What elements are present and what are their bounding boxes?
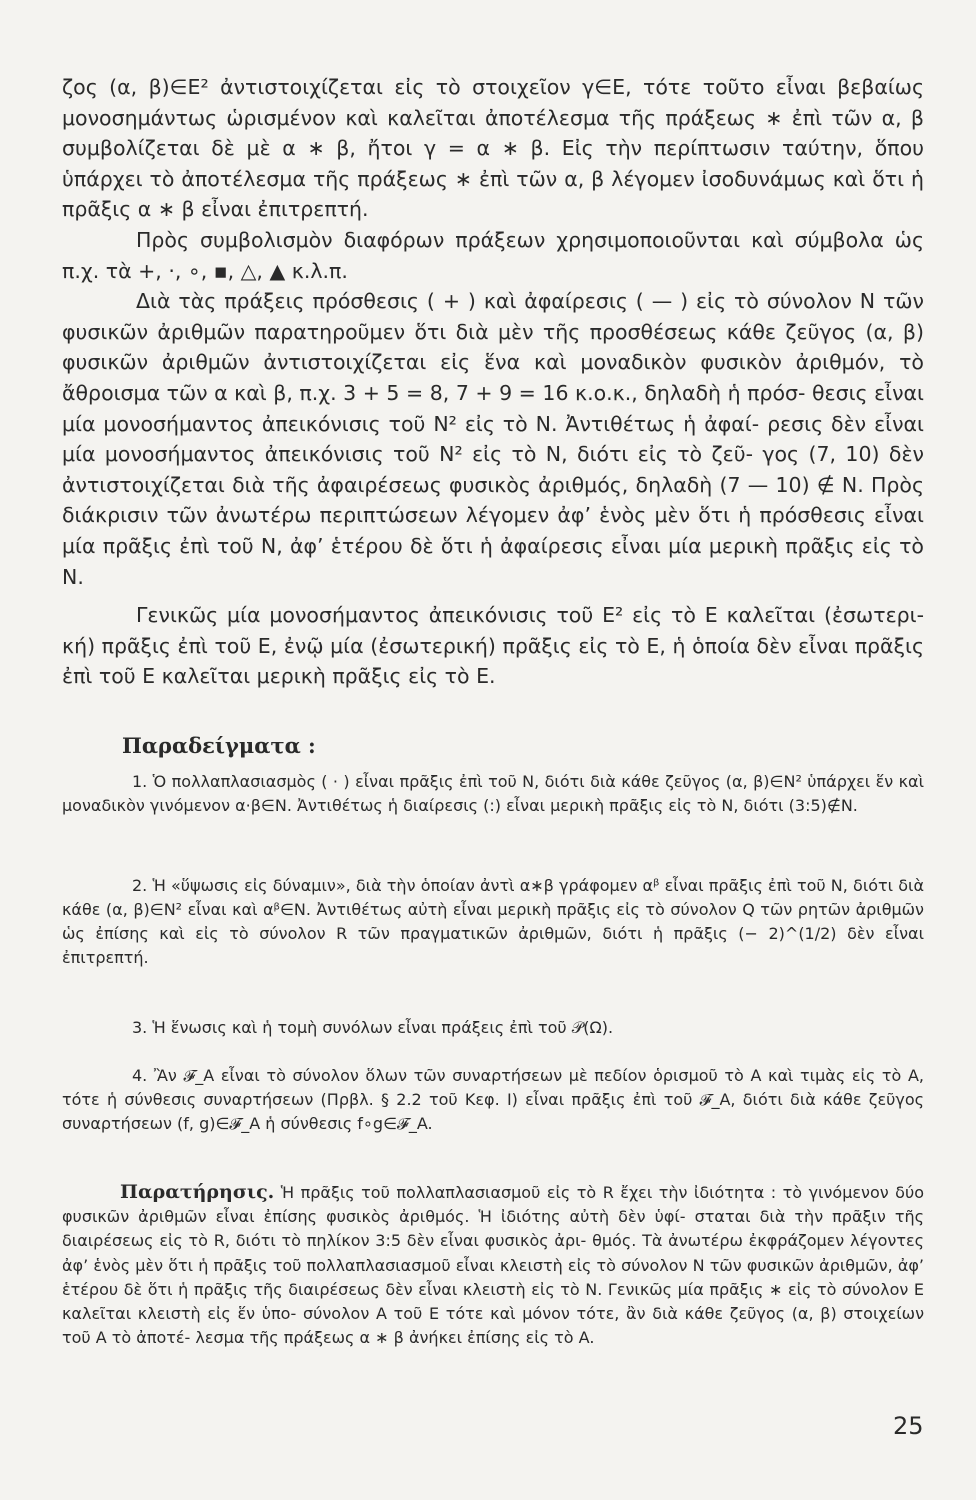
text-line: θμός. Τὰ ἀνωτέρω ἐκφράζομεν λέγοντες ἀφ’ ἑνὸς μὲν ὅτι ἡ πρᾶξις τοῦ πολλαπλασιασμοῦ εἶναι [62,1231,924,1275]
text-line: 4. Ἂν 𝓕_A εἶναι τὸ σύνολον ὅλων τῶν συναρτήσεων μὲ πεδίον ὁρισμοῦ τὸ A καὶ τιμὰς [132,1066,846,1085]
text-line: Ἡ πρᾶξις τοῦ πολλαπλασιασμοῦ εἰς τὸ R ἔχει τὴν ἰδιότητα : [280,1183,777,1202]
text-line: τὸ N, διότι (3:5)∉N. [696,796,858,815]
text-line: κλειστὴ εἰς τὸ σύνολον N τῶν φυσικῶν ἀριθμῶν, ἀφ’ ἑτέρου δὲ ὅτι ἡ πρᾶξις τῆς διαιρέσεως [62,1255,925,1299]
text-line: 2. Ἡ «ὕψωσις εἰς δύναμιν», διὰ τὴν ὁποίαν ἀντὶ α∗β γράφομεν αᵝ εἶναι πρᾶξις ἐπὶ [132,876,792,895]
text-line: λεσμα τῆς πράξεως α ∗ β ἀνήκει ἐπίσης εἰς τὸ A. [195,1328,595,1348]
text-line: Διὰ τὰς πράξεις πρόσθεσις ( + ) καὶ ἀφαίρεσις ( — ) εἰς τὸ σύνολον N [136,289,876,314]
text-line: τὸ ἄθροισμα τῶν α καὶ β, π.χ. 3 + 5 = 8, 7 + 9 = 16 κ.ο.κ., δηλαδὴ ἡ πρόσ- [62,350,924,405]
text-line: γος (7, 10) δὲν ἀντιστοιχίζεται διὰ τῆς ἀφαιρέσεως φυσικὸς ἀριθμός, δηλαδὴ [62,442,924,497]
text-line: σταται διὰ τὴν πρᾶξιν τῆς διαιρέσεως εἰς τὸ R, διότι τὸ πηλίκον 3:5 δὲν εἶναι φυσικὸς ἀρι- [62,1207,924,1251]
text-line: ζος (α, β)∈E² ἀντιστοιχίζεται εἰς τὸ στοιχεῖον γ∈E, τότε τοῦτο εἶναι βεβαίως [62,75,924,99]
text-line: θεσις εἶναι μία μονοσήμαντος ἀπεικόνισις τοῦ N² εἰς τὸ N. Ἀντιθέτως ἡ ἀφαί- [62,380,924,436]
examples-heading: Παραδείγματα : [122,733,316,758]
example-2 [62,874,924,970]
remark-text [62,1180,924,1350]
example-1 [62,770,924,818]
example-text [62,770,924,818]
text-line: τῶν φυσικῶν ἀριθμῶν παρατηροῦμεν ὅτι διὰ μὲν τῆς προσθέσεως κάθε ζεῦγος [62,289,924,344]
text-line: ὡς π.χ. τὰ +, ·, ∘, ▪, △, ▲ κ.λ.π. [62,227,924,283]
text-line: τὸ γινόμενον δύο φυσικῶν ἀριθμῶν εἶναι ἐπίσης φυσικὸς ἀριθμός. Ἡ ἰδιότης αὐτὴ δὲν ὑφί- [62,1183,925,1227]
remark-title: Παρατήρησις. [120,1181,275,1203]
paragraph-general-definition [62,600,924,692]
remark-section [62,1180,924,1350]
text-line: εἰς τὸ A, τότε ἡ σύνθεσις συναρτήσεων (Πρβλ. § 2.2 τοῦ Κεφ. I) εἶναι πρᾶξις ἐπὶ τοῦ 𝓕_A, [62,1066,924,1109]
example-3 [62,1016,924,1040]
main-text [62,72,924,692]
example-text: 3. Ἡ ἕνωσις καὶ ἡ τομὴ συνόλων εἶναι πράξεις ἐπὶ τοῦ 𝒫(Ω). [132,1018,614,1037]
text-line: μία μερικὴ πρᾶξις εἰς τὸ N. [62,533,924,589]
text-line: διότι διὰ κάθε ζεῦγος συναρτήσεων (f, g)∈𝓕_A ἡ σύνθεσις f∘g∈𝓕_A. [62,1090,924,1133]
text-line: (α, β) φυσικῶν ἀριθμῶν ἀντιστοιχίζεται εἰς ἕνα καὶ μοναδικὸν φυσικὸν ἀριθμόν, [62,319,924,375]
text-line: Πρὸς συμβολισμὸν διαφόρων πράξεων χρησιμοποιοῦνται καὶ σύμβολα [136,227,884,252]
text-line: καὶ ὅτι ἡ πρᾶξις α ∗ β εἶναι ἐπιτρεπτή. [62,166,924,222]
page-number: 25 [893,1412,924,1440]
text-line: 1. Ὁ πολλαπλασιασμὸς ( · ) εἶναι πρᾶξις ἐπὶ τοῦ N, διότι διὰ κάθε ζεῦγος (α, β)∈N² [132,772,802,791]
text-line: κή) πρᾶξις ἐπὶ τοῦ E, ἐνῷ μία (ἐσωτερική) πρᾶξις εἰς τὸ E, ἡ ὁποία δὲν εἶναι [62,633,849,658]
text-line: σύνολον A τοῦ E τότε καὶ μόνον τότε, ἂν διὰ κάθε ζεῦγος (α, β) στοιχείων τοῦ A τὸ ἀποτέ- [62,1304,925,1348]
example-text [62,874,924,970]
text-line: ὑπάρχει ἕν καὶ μοναδικὸν γινόμενον α·β∈N. Ἀντιθέτως ἡ διαίρεσις (:) εἶναι μερικὴ πρᾶξις εἰς [62,772,924,815]
text-line: ὅτι ἡ πρόσθεσις εἶναι μία πρᾶξις ἐπὶ τοῦ N, ἀφ’ ἑτέρου δὲ ὅτι ἡ ἀφαίρεσις εἶναι [62,503,924,558]
text-line: τοῦ N, διότι διὰ κάθε (α, β)∈N² εἶναι καὶ αᵝ∈N. Ἀντιθέτως αὐτὴ εἶναι μερικὴ πρᾶξις εἰς τὸ [62,876,925,919]
text-line: δὲν εἶναι κλειστὴ εἰς τὸ N. Γενικῶς μία πρᾶξις ∗ εἰς τὸ σύνολον E καλεῖται κλειστὴ εἰς ἕν ὑπο- [62,1279,924,1324]
example-text [62,1064,924,1136]
text-line: πρᾶξις ἐπὶ τοῦ E καλεῖται μερικὴ πρᾶξις εἰς τὸ E. [62,633,924,689]
paragraph-addition-subtraction [62,286,924,592]
text-line: ὅπου ὑπάρχει τὸ ἀποτέλεσμα τῆς πράξεως ∗ ἐπὶ τῶν α, β λέγομεν ἰσοδυνάμως [62,136,924,191]
paragraph-definition-continued [62,72,924,225]
text-line: α, β συμβολίζεται δὲ μὲ α ∗ β, ἤτοι γ = α ∗ β. Εἰς τὴν περίπτωσιν ταύτην, [62,105,924,161]
example-4 [62,1064,924,1136]
paragraph-symbols [62,225,924,286]
text-line: Γενικῶς μία μονοσήμαντος ἀπεικόνισις τοῦ E² εἰς τὸ E καλεῖται (ἐσωτερι- [136,603,924,628]
text-line: σύνολον Q τῶν ρητῶν ἀριθμῶν ὡς ἐπίσης καὶ εἰς τὸ σύνολον R τῶν πραγματικῶν ἀριθμῶν, [62,900,924,943]
text-line: διότι ἡ πρᾶξις (− 2)^(1/2) δὲν εἶναι ἐπιτρεπτή. [62,924,925,967]
text-line: ρεσις δὲν εἶναι μία μονοσήμαντος ἀπεικόνισις τοῦ N² εἰς τὸ N, διότι εἰς τὸ ζεῦ- [62,411,924,467]
text-line: (7 — 10) ∉ N. Πρὸς διάκρισιν τῶν ἀνωτέρω περιπτώσεων λέγομεν ἀφ’ ἑνὸς μὲν [62,472,924,528]
text-line: μονοσημάντως ὡρισμένον καὶ καλεῖται ἀποτέλεσμα τῆς πράξεως ∗ ἐπὶ τῶν [62,105,873,130]
